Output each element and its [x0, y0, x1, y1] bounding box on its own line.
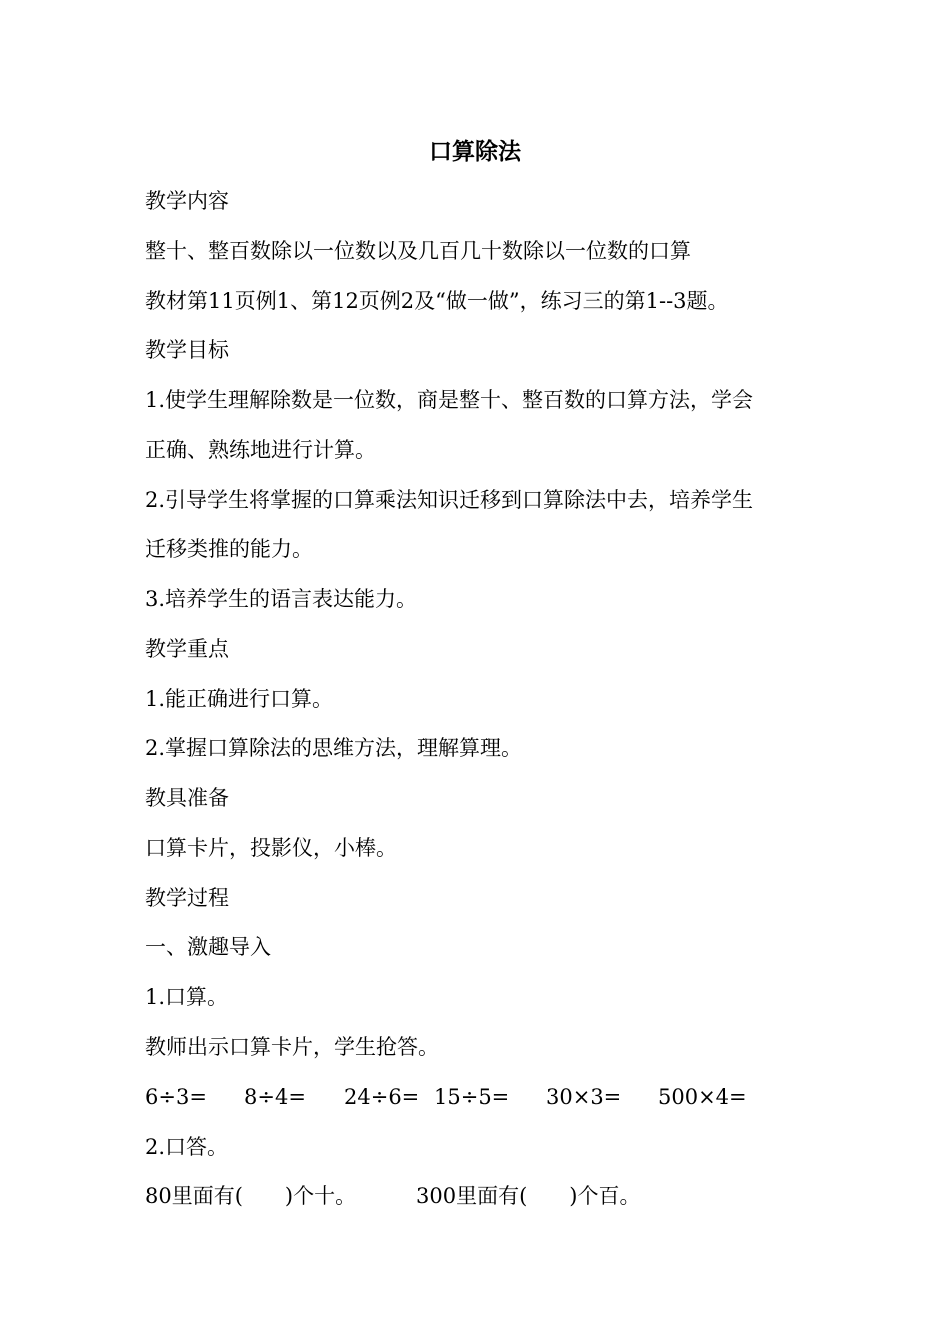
- heading-teaching-goals: 教学目标: [145, 338, 229, 362]
- heading-section-1: 一、激趣导入: [145, 935, 271, 959]
- paragraph-textbook-pages: 教材第11页例1、第12页例2及“做一做”，练习三的第1--3题。: [145, 289, 729, 313]
- oral-card-row: [0, 1082, 950, 1112]
- heading-teaching-content: 教学内容: [145, 189, 229, 213]
- paragraph-teaching-aids: 口算卡片，投影仪，小棒。: [145, 836, 397, 860]
- paragraph-goal-3: 3.培养学生的语言表达能力。: [145, 587, 418, 611]
- paragraph-oral-answer: 2.口答。: [145, 1135, 229, 1159]
- paragraph-goal-2-cont: 迁移类推的能力。: [145, 537, 313, 561]
- oral-card-item: 8÷4=: [244, 1085, 306, 1109]
- fill-blank-row: [0, 1181, 950, 1211]
- fill-blank-item: 300里面有( )个百。: [416, 1184, 641, 1208]
- oral-card-item: 15÷5=: [434, 1085, 510, 1109]
- oral-card-item: 6÷3=: [145, 1085, 207, 1109]
- oral-card-item: 500×4=: [658, 1085, 747, 1109]
- paragraph-key-point-1: 1.能正确进行口算。: [145, 687, 334, 711]
- document-title: 口算除法: [429, 138, 521, 165]
- paragraph-show-cards: 教师出示口算卡片，学生抢答。: [145, 1035, 439, 1059]
- paragraph-key-point-2: 2.掌握口算除法的思维方法，理解算理。: [145, 736, 523, 760]
- heading-key-points: 教学重点: [145, 637, 229, 661]
- paragraph-goal-1-cont: 正确、熟练地进行计算。: [145, 438, 376, 462]
- paragraph-oral-calc: 1.口算。: [145, 985, 229, 1009]
- fill-blank-item: 80里面有( )个十。: [145, 1184, 357, 1208]
- heading-teaching-process: 教学过程: [145, 886, 229, 910]
- paragraph-content-topic: 整十、整百数除以一位数以及几百几十数除以一位数的口算: [145, 239, 691, 263]
- oral-card-item: 30×3=: [546, 1085, 622, 1109]
- paragraph-goal-1: 1.使学生理解除数是一位数，商是整十、整百数的口算方法，学会: [145, 388, 754, 412]
- heading-teaching-aids: 教具准备: [145, 786, 229, 810]
- oral-card-item: 24÷6=: [344, 1085, 420, 1109]
- paragraph-goal-2: 2.引导学生将掌握的口算乘法知识迁移到口算除法中去，培养学生: [145, 488, 754, 512]
